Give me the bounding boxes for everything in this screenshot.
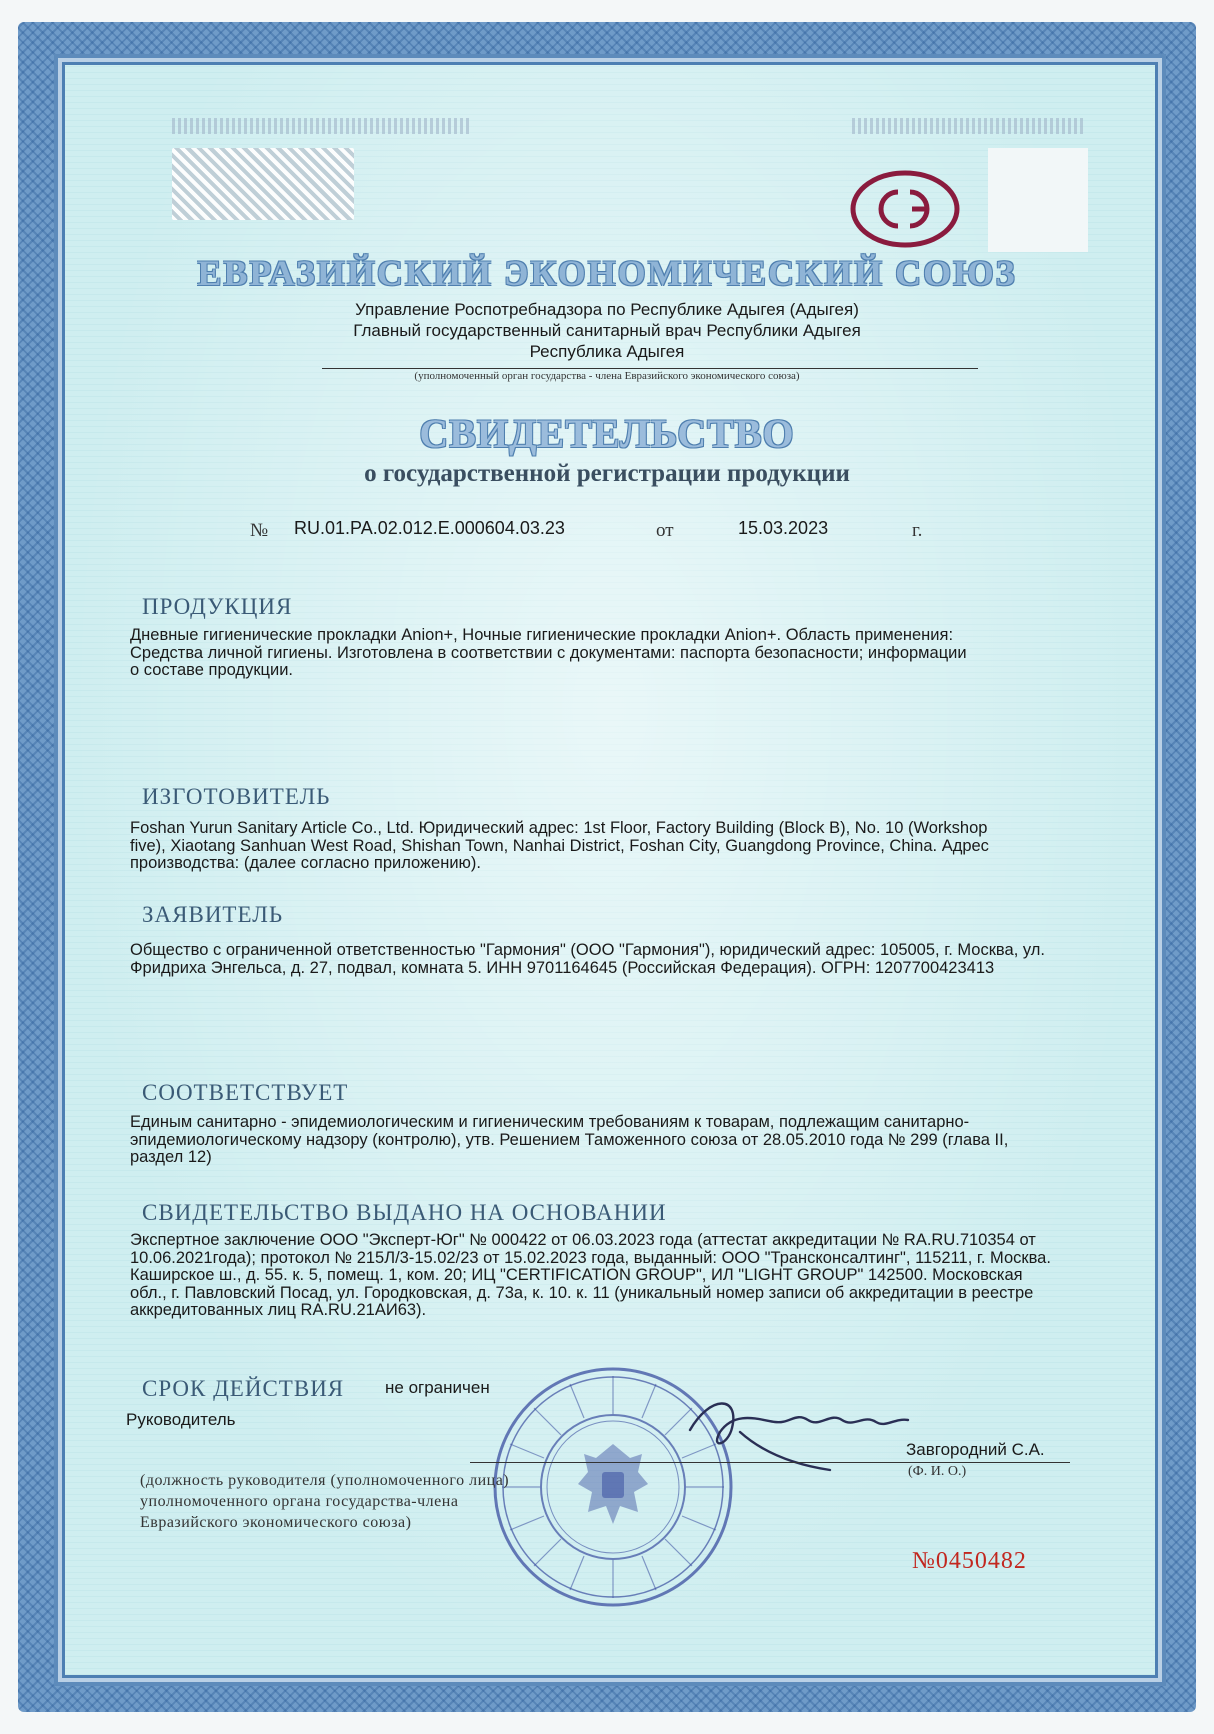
authority-rule	[322, 368, 978, 369]
year-suffix: г.	[912, 520, 923, 541]
authority-line-3: Республика Адыгея	[529, 342, 685, 361]
handwritten-signature	[680, 1390, 920, 1480]
number-label: №	[250, 520, 269, 541]
security-strip-right	[852, 118, 1086, 134]
from-label: от	[656, 520, 674, 541]
validity-heading: СРОК ДЕЙСТВИЯ	[142, 1376, 345, 1401]
se-logo-icon	[850, 170, 960, 248]
applicant-text: Общество с ограниченной ответственностью "Гармония" (ООО "Гармония"), юридический адрес: 105005, г. Москва, ул. Фридриха Энгельса, д. 27, подвал, комната 5. ИНН 9701164645 (Российская Федерация). ОГРН: 1207700423413	[130, 941, 1045, 977]
signature-line	[470, 1462, 1070, 1463]
authority-line-2: Главный государственный санитарный врач Республики Адыгея	[353, 321, 861, 340]
security-strip-left	[172, 118, 472, 134]
signatory-role: Руководитель	[126, 1410, 236, 1429]
validity-value: не ограничен	[385, 1378, 490, 1397]
authority-line-1: Управление Роспотребнадзора по Республике Адыгея (Адыгея)	[355, 300, 859, 319]
product-text: Дневные гигиенические прокладки Anion+, Ночные гигиенические прокладки Anion+. Область применения: Средства личной гигиены. Изготовлена в соответствии с документами: паспорта безопасности; информации о составе продукции.	[130, 626, 967, 679]
basis-heading: СВИДЕТЕЛЬСТВО ВЫДАНО НА ОСНОВАНИИ	[142, 1200, 667, 1225]
registration-number: RU.01.PA.02.012.E.000604.03.23	[294, 518, 565, 538]
product-heading: ПРОДУКЦИЯ	[142, 594, 293, 619]
blank-corner	[988, 148, 1088, 252]
authority-note: (уполномоченный орган государства - члена Евразийского экономического союза)	[414, 370, 800, 382]
conforms-heading: СООТВЕТСТВУЕТ	[142, 1080, 349, 1105]
certificate-title: СВИДЕТЕЛЬСТВО	[419, 411, 795, 456]
fio-label: (Ф. И. О.)	[908, 1464, 967, 1479]
manufacturer-heading: ИЗГОТОВИТЕЛЬ	[142, 784, 331, 809]
applicant-heading: ЗАЯВИТЕЛЬ	[142, 902, 284, 927]
hologram	[172, 148, 354, 220]
union-title: ЕВРАЗИЙСКИЙ ЭКОНОМИЧЕСКИЙ СОЮЗ	[197, 253, 1017, 293]
basis-text: Экспертное заключение ООО "Эксперт-Юг" № 000422 от 06.03.2023 года (аттестат аккредитации № RA.RU.710354 от 10.06.2021года); протокол № 215Л/3-15.02/23 от 15.02.2023 года, выданный: ООО "Трансконсалтинг", 115211, г. Москва. Каширское ш., д. 55. к. 5, помещ. 1, ком. 20; ИЦ "CERTIFICATION GROUP", ИЛ "LIGHT GROUP" 142500. Московская обл., г. Павловский Посад, ул. Городковская, д. 73а, к. 10. к. 11 (уникальный номер записи об аккредитации в реестре аккредитованных лиц RA.RU.21АИ63).	[130, 1231, 1051, 1319]
serial-number: №0450482	[912, 1548, 1027, 1574]
signatory-name: Завгородний С.А.	[906, 1440, 1045, 1459]
manufacturer-text: Foshan Yurun Sanitary Article Co., Ltd. Юридический адрес: 1st Floor, Factory Building (Block B), No. 10 (Workshop five), Xiaotang Sanhuan West Road, Shishan Town, Nanhai District, Foshan City, Guangdong Province, China. Адрес производства: (далее согласно приложению).	[130, 819, 989, 872]
conforms-text: Единым санитарно - эпидемиологическим и гигиеническим требованиям к товарам, подлежащим санитарно-эпидемиологическому надзору (контролю), утв. Решением Таможенного союза от 28.05.2010 года № 299 (глава II, раздел 12)	[130, 1113, 1009, 1166]
signatory-position-note: (должность руководителя (уполномоченного лица) уполномоченного органа государства-члена Евразийского экономического союза)	[140, 1472, 510, 1531]
registration-date: 15.03.2023	[738, 518, 829, 538]
certificate-subtitle: о государственной регистрации продукции	[364, 460, 850, 487]
